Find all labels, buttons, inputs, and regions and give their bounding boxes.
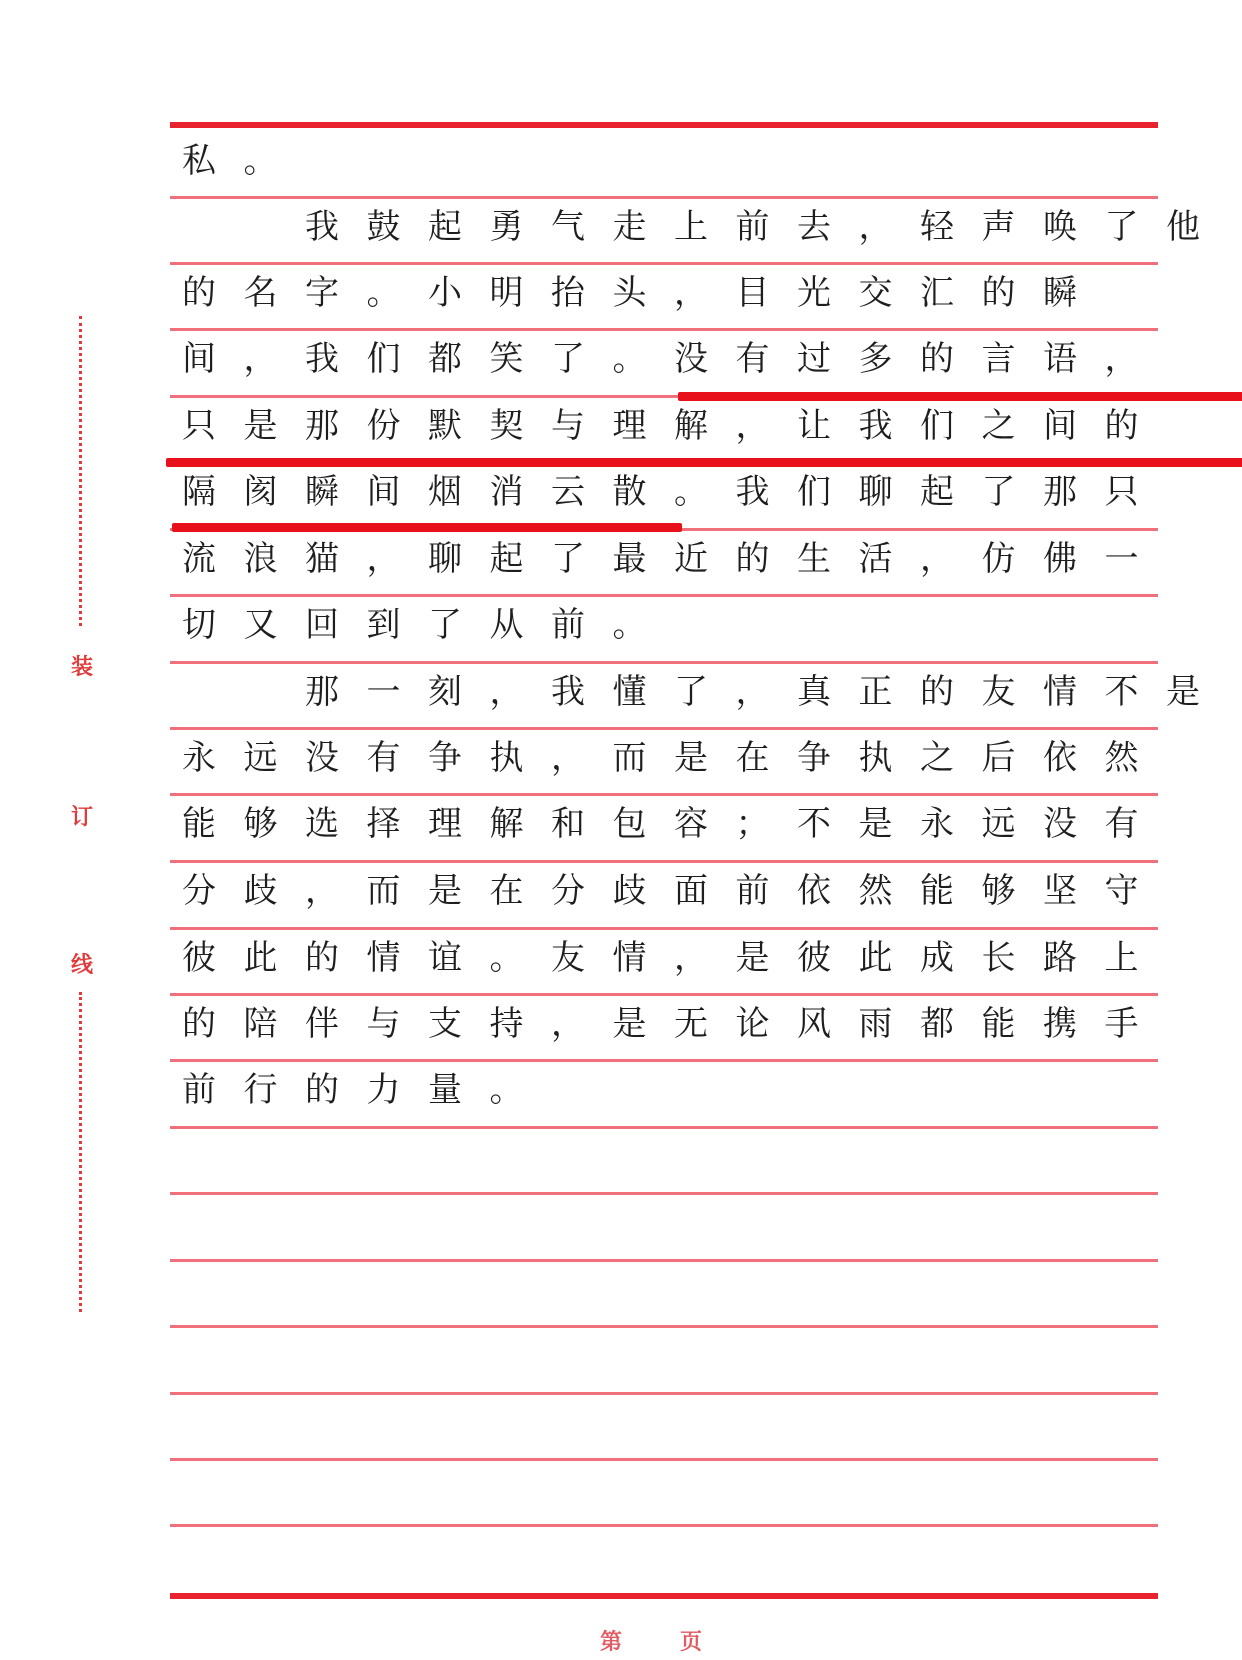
ruled-line xyxy=(170,1126,1158,1129)
binding-label-ding: 订 xyxy=(70,804,93,830)
ruled-line xyxy=(170,1259,1158,1262)
binding-dotted-line-bottom xyxy=(79,992,82,1312)
ruled-line xyxy=(170,196,1158,199)
essay-line: 的陪伴与支持，是无论风雨都能携手 xyxy=(182,1004,1166,1044)
page-label-di: 第 xyxy=(600,1629,623,1655)
emphasis-underline xyxy=(172,523,682,532)
essay-line: 永远没有争执，而是在争执之后依然 xyxy=(182,738,1166,778)
essay-line: 分歧，而是在分歧面前依然能够坚守 xyxy=(182,871,1166,911)
top-border-rule xyxy=(170,122,1158,128)
emphasis-underline xyxy=(166,458,1242,467)
ruled-line xyxy=(170,328,1158,331)
essay-line: 切又回到了从前。 xyxy=(182,605,674,645)
binding-label-xian: 线 xyxy=(70,952,93,978)
essay-line: 前行的力量。 xyxy=(182,1070,551,1110)
essay-line: 彼此的情谊。友情，是彼此成长路上 xyxy=(182,938,1166,978)
page-label-ye: 页 xyxy=(680,1629,703,1655)
ruled-line xyxy=(170,661,1158,664)
ruled-line xyxy=(170,1192,1158,1195)
essay-line: 的名字。小明抬头，目光交汇的瞬 xyxy=(182,273,1105,313)
binding-label-zhuang: 装 xyxy=(70,654,93,680)
writing-sheet xyxy=(170,0,1228,1660)
binding-dotted-line-top xyxy=(79,316,82,626)
ruled-line xyxy=(170,927,1158,930)
bottom-border-rule xyxy=(170,1593,1158,1599)
essay-line: 只是那份默契与理解，让我们之间的 xyxy=(182,406,1166,446)
essay-line: 流浪猫，聊起了最近的生活，仿佛一 xyxy=(182,539,1166,579)
ruled-line xyxy=(170,1458,1158,1461)
ruled-line xyxy=(170,594,1158,597)
ruled-line xyxy=(170,793,1158,796)
essay-line: 能够选择理解和包容；不是永远没有 xyxy=(182,804,1166,844)
ruled-line xyxy=(170,1059,1158,1062)
essay-line: 私。 xyxy=(182,141,305,181)
essay-line: 间，我们都笑了。没有过多的言语， xyxy=(182,339,1166,379)
essay-line: 那一刻，我懂了，真正的友情不是 xyxy=(182,672,1228,712)
essay-line: 我鼓起勇气走上前去，轻声唤了他 xyxy=(182,207,1228,247)
ruled-line xyxy=(170,1392,1158,1395)
ruled-line xyxy=(170,727,1158,730)
essay-line: 隔阂瞬间烟消云散。我们聊起了那只 xyxy=(182,472,1166,512)
ruled-line xyxy=(170,262,1158,265)
ruled-line xyxy=(170,860,1158,863)
ruled-line xyxy=(170,993,1158,996)
ruled-line xyxy=(170,1325,1158,1328)
ruled-line xyxy=(170,1524,1158,1527)
emphasis-underline xyxy=(678,392,1242,401)
